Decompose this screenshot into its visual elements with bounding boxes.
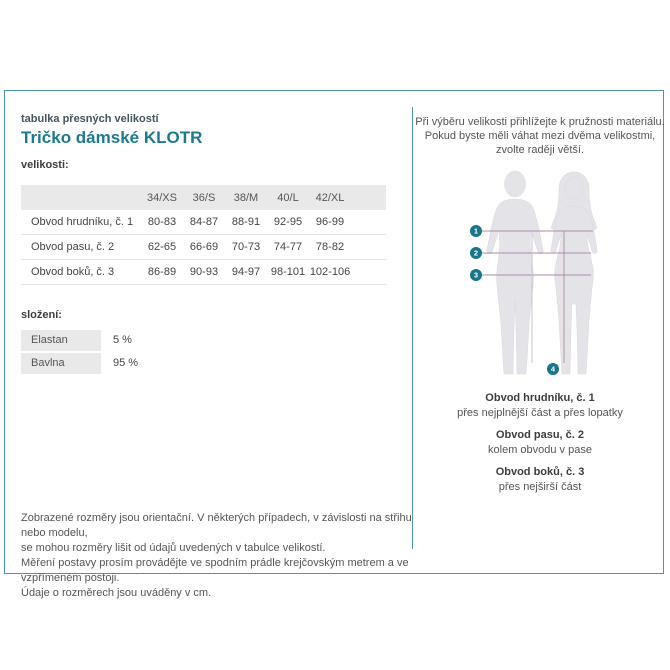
disclaimer-line: Měření postavy prosím provádějte ve spodním prádle krejčovským metrem a ve vzpřímeném postoji.	[21, 557, 409, 584]
disclaimer-line: se mohou rozměry lišit od údajů uvedených v tabulce velikostí.	[21, 542, 326, 554]
cell-value: 94-97	[231, 266, 261, 278]
size-advice-line: zvolte raději větší.	[495, 144, 585, 156]
material-percent: 5 %	[113, 334, 132, 346]
cell-value: 102-106	[309, 266, 351, 278]
composition-row	[21, 330, 138, 351]
size-column-header: 38/M	[233, 191, 259, 204]
material-percent: 95 %	[113, 357, 139, 369]
cell-value: 98-101	[270, 266, 306, 278]
table-row	[21, 260, 386, 285]
svg-text:2: 2	[473, 248, 479, 258]
female-silhouette	[551, 172, 597, 374]
cell-value: 92-95	[273, 216, 303, 228]
product-title: Tričko dámské KLOTR	[21, 128, 203, 147]
svg-text:3: 3	[473, 270, 479, 280]
size-column-header: 40/L	[277, 191, 299, 204]
legend-title: Obvod pasu, č. 2	[495, 429, 585, 441]
marker-1-icon	[470, 225, 482, 237]
size-table-header-row	[21, 185, 386, 210]
cell-value: 78-82	[315, 241, 345, 253]
cell-value: 86-89	[147, 266, 177, 278]
composition-row	[21, 353, 138, 374]
svg-text:4: 4	[550, 364, 556, 374]
cell-value: 66-69	[189, 241, 219, 253]
legend-item	[413, 465, 667, 495]
table-row	[21, 235, 386, 260]
marker-2-icon	[470, 247, 482, 259]
cell-value: 90-93	[189, 266, 219, 278]
size-column-header: 36/S	[192, 191, 216, 204]
sizes-section-label: velikosti:	[21, 159, 69, 171]
cell-value: 62-65	[147, 241, 177, 253]
composition-section-label: složení:	[21, 309, 62, 321]
composition-table	[21, 330, 138, 376]
size-column-header: 42/XL	[315, 191, 345, 204]
size-advice-text	[413, 115, 667, 157]
legend-title: Obvod boků, č. 3	[495, 466, 585, 478]
material-name: Bavlna	[21, 353, 101, 374]
legend-item	[413, 391, 667, 421]
size-advice-line: Při výběru velikosti přihlížejte k pružnosti materiálu.	[415, 116, 665, 128]
row-label: Obvod hrudníku, č. 1	[31, 216, 134, 228]
body-measurement-diagram	[461, 164, 601, 379]
legend-description: kolem obvodu v pase	[488, 444, 592, 456]
measurement-legend	[413, 391, 667, 502]
row-label: Obvod boků, č. 3	[31, 266, 115, 278]
size-column-header: 34/XS	[147, 191, 177, 204]
size-advice-line: Pokud byste měli váhat mezi dvěma velikostmi,	[424, 130, 656, 142]
legend-description: přes nejplnější část a přes lopatky	[457, 407, 623, 419]
cell-value: 88-91	[231, 216, 261, 228]
marker-4-icon	[547, 363, 559, 375]
cell-value: 80-83	[147, 216, 177, 228]
legend-description: přes nejširší část	[498, 481, 582, 493]
size-chart-panel	[4, 90, 665, 599]
material-name: Elastan	[21, 330, 101, 351]
row-label: Obvod pasu, č. 2	[31, 241, 115, 253]
table-row	[21, 210, 386, 235]
disclaimer-line: Zobrazené rozměry jsou orientační. V některých případech, v závislosti na střihu nebo modelu,	[21, 512, 412, 539]
cell-value: 96-99	[315, 216, 345, 228]
cell-value: 70-73	[231, 241, 261, 253]
disclaimer-line: Údaje o rozměrech jsou uváděny v cm.	[21, 587, 212, 599]
cell-value: 74-77	[273, 241, 303, 253]
male-silhouette	[487, 171, 543, 374]
panel-subtitle: tabulka přesných velikostí	[21, 113, 159, 125]
legend-item	[413, 428, 667, 458]
svg-text:1: 1	[473, 226, 479, 236]
size-table	[21, 185, 386, 285]
disclaimer-text	[21, 511, 413, 601]
legend-title: Obvod hrudníku, č. 1	[485, 392, 595, 404]
cell-value: 84-87	[189, 216, 219, 228]
marker-3-icon	[470, 269, 482, 281]
